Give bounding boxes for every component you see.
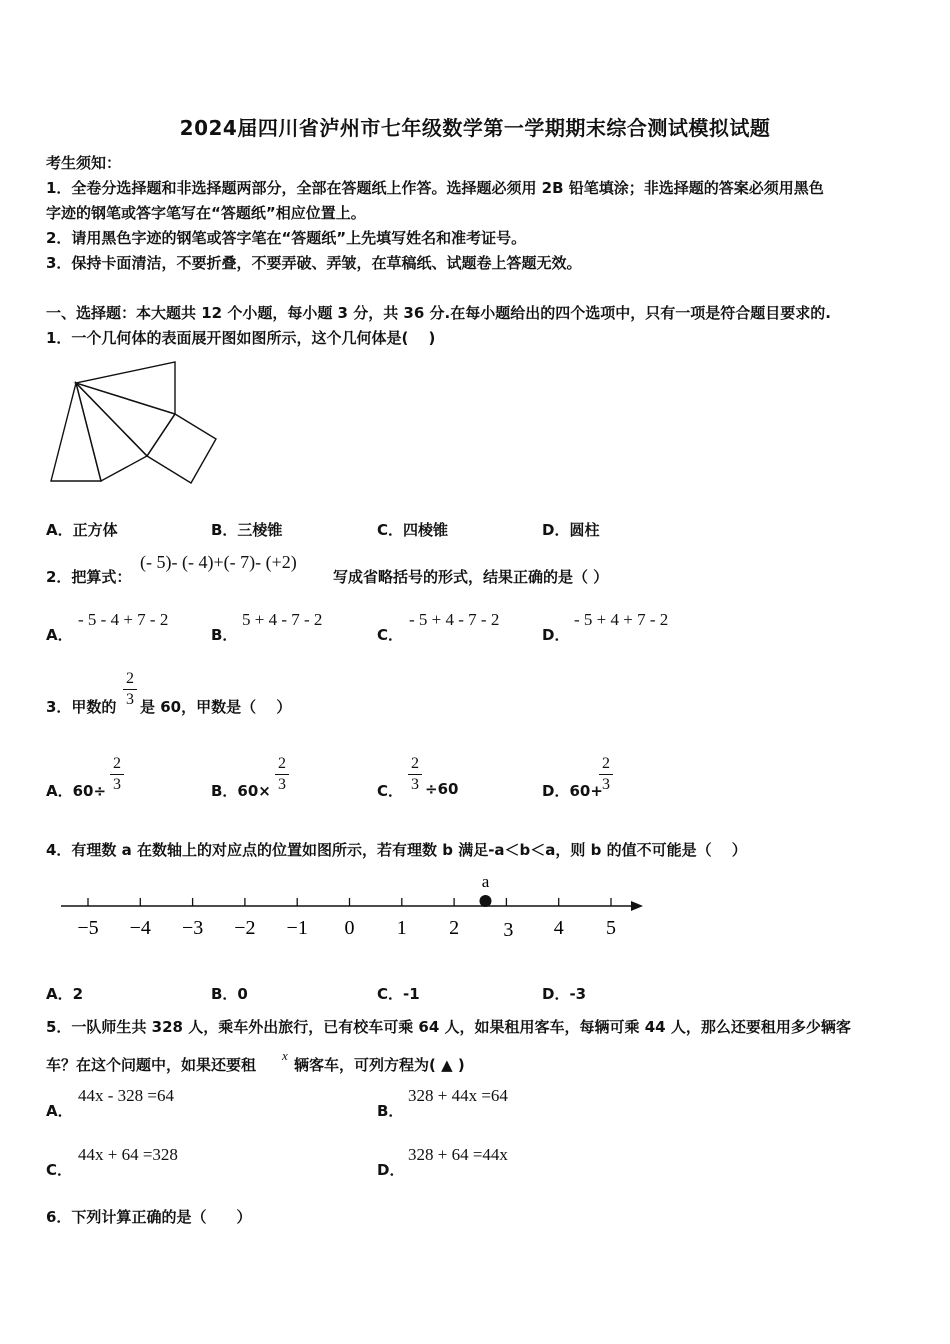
q5-variable: x (282, 1048, 288, 1063)
q1-option-a: A．正方体 (46, 521, 118, 539)
frac-den: 3 (113, 776, 121, 793)
point-a-label: a (481, 872, 490, 891)
q2-tail: 写成省略括号的形式，结果正确的是（ ） (333, 568, 609, 586)
q4-option-a: A．2 (46, 985, 84, 1003)
q5-line-2a: 车？在这个问题中，如果还要租 (46, 1056, 257, 1074)
notice-heading: 考生须知： (46, 154, 122, 172)
q4-option-d: D．-3 (542, 985, 587, 1003)
q1-option-d: D．圆柱 (542, 521, 600, 539)
q3-option-d-fraction (599, 755, 613, 794)
number-line-tick-label: −2 (234, 917, 256, 939)
q2-option-b-label: B． (211, 626, 238, 644)
q3-tail: 是 60，甲数是（ ） (140, 698, 292, 716)
frac-num: 2 (113, 755, 121, 772)
number-line-tick-label: 1 (396, 917, 407, 939)
q2-option-d-label: D． (542, 626, 570, 644)
number-line-tick-label: −4 (129, 917, 151, 939)
q1-option-c: C．四棱锥 (377, 521, 449, 539)
number-line-tick-label: 4 (553, 917, 564, 939)
q3-fraction-numerator: 2 (126, 670, 134, 687)
q5-option-d-label: D． (377, 1161, 405, 1179)
q3-option-c-label: C． (377, 782, 404, 800)
q2-lead: 2．把算式： (46, 568, 132, 586)
q3-option-c-tail: ÷60 (425, 780, 459, 798)
q3-option-d-label: D．60+ (542, 782, 603, 800)
q4-option-b: B．0 (211, 985, 248, 1003)
number-line-tick-label: −5 (77, 917, 99, 939)
q1-option-b: B．三棱锥 (211, 521, 283, 539)
notice-line-3: 3．保持卡面清洁，不要折叠，不要弄破、弄皱，在草稿纸、试题卷上答题无效。 (46, 254, 582, 272)
q2-option-b-expr: 5 + 4 - 7 - 2 (242, 610, 323, 629)
frac-den: 3 (411, 776, 419, 793)
q3-fraction (123, 670, 137, 709)
notice-line-1b: 字迹的钢笔或答字笔写在“答题纸”相应位置上。 (46, 204, 366, 222)
q1-stem: 1．一个几何体的表面展开图如图所示，这个几何体是( ) (46, 329, 436, 347)
q3-option-a-label: A．60÷ (46, 782, 107, 800)
q3-option-b-label: B．60× (211, 782, 271, 800)
q5-line-1: 5．一队师生共 328 人，乘车外出旅行，已有校车可乘 64 人，如果租用客车，每辆可乘 44 人，那么还要租用多少辆客 (46, 1018, 851, 1036)
q6-stem: 6．下列计算正确的是（ ） (46, 1208, 252, 1226)
q4-number-line (56, 870, 656, 950)
q5-line-2b: 辆客车，可列方程为( ▲ ) (294, 1056, 465, 1074)
notice-line-2: 2．请用黑色字迹的钢笔或答字笔在“答题纸”上先填写姓名和准考证号。 (46, 229, 527, 247)
q5-option-d-expr: 328 + 64 =44x (408, 1145, 508, 1164)
q3-option-b-fraction (275, 755, 289, 794)
notice-line-1a: 1．全卷分选择题和非选择题两部分，全部在答题纸上作答。选择题必须用 2B 铅笔填涂；非选择题的答案必须用黑色 (46, 179, 824, 197)
q5-option-b-label: B． (377, 1102, 404, 1120)
frac-num: 2 (278, 755, 286, 772)
number-line-ticks (77, 898, 616, 941)
page-title: 2024届四川省泸州市七年级数学第一学期期末综合测试模拟试题 (179, 116, 771, 140)
q5-option-c-expr: 44x + 64 =328 (78, 1145, 178, 1164)
number-line-arrow (631, 901, 643, 911)
frac-num: 2 (602, 755, 610, 772)
q2-option-a-expr: - 5 - 4 + 7 - 2 (78, 610, 169, 629)
q3-option-c-fraction (408, 755, 422, 794)
frac-num: 2 (411, 755, 419, 772)
number-line-tick-label: 2 (449, 917, 460, 939)
q3-lead: 3．甲数的 (46, 698, 117, 716)
section-heading: 一、选择题：本大题共 12 个小题，每小题 3 分，共 36 分.在每小题给出的四个选项中，只有一项是符合题目要求的. (46, 304, 831, 322)
q4-option-c: C．-1 (377, 985, 420, 1003)
number-line-tick-label: 5 (606, 917, 616, 939)
number-line-tick-label: −1 (286, 917, 308, 939)
q2-option-c-expr: - 5 + 4 - 7 - 2 (409, 610, 500, 629)
q5-option-a-expr: 44x - 328 =64 (78, 1086, 174, 1105)
q3-fraction-denominator: 3 (126, 691, 134, 708)
q4-stem: 4．有理数 a 在数轴上的对应点的位置如图所示，若有理数 b 满足-a＜b＜a，则 b 的值不可能是（ ） (46, 841, 747, 859)
q2-option-c-label: C． (377, 626, 404, 644)
q5-option-a-label: A． (46, 1102, 73, 1120)
q1-net-figure (46, 356, 226, 488)
frac-den: 3 (602, 776, 610, 793)
q5-option-c-label: C． (46, 1161, 73, 1179)
q2-expression: (- 5)- (- 4)+(- 7)- (+2) (140, 552, 297, 572)
point-a-dot (479, 895, 491, 907)
number-line-tick-label: −3 (181, 917, 204, 939)
number-line-tick-label: 0 (344, 917, 355, 939)
q5-option-b-expr: 328 + 44x =64 (408, 1086, 508, 1105)
q2-option-d-expr: - 5 + 4 + 7 - 2 (574, 610, 669, 629)
q3-option-a-fraction (110, 755, 124, 794)
number-line-tick-label: 3 (503, 919, 514, 941)
q2-option-a-label: A． (46, 626, 73, 644)
frac-den: 3 (278, 776, 286, 793)
